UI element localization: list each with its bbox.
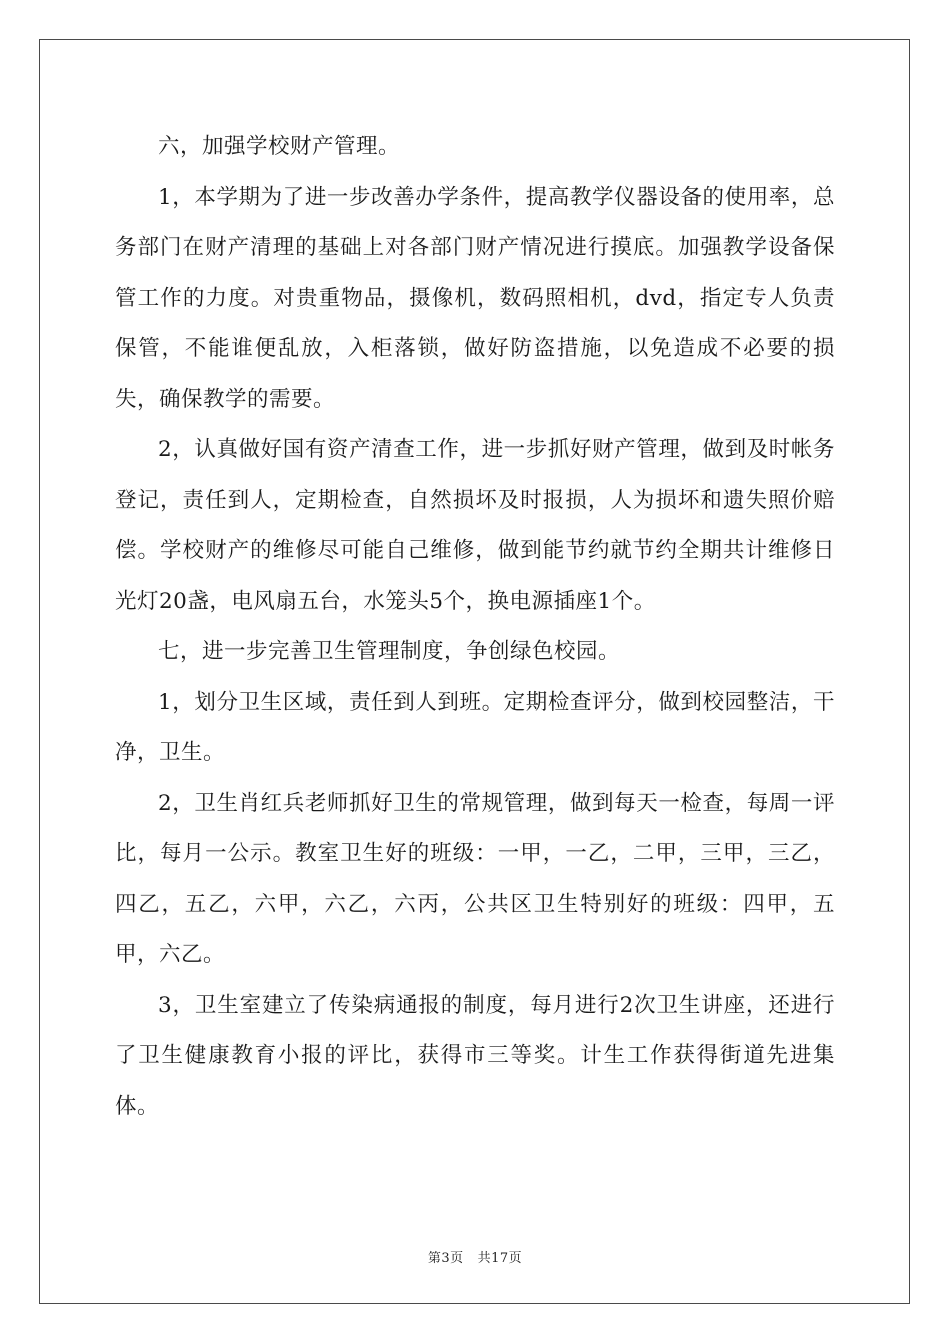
page-number: 第3页 (427, 1251, 464, 1266)
paragraph-asset-audit: 2，认真做好国有资产清查工作，进一步抓好财产管理，做到及时帐务登记，责任到人，定期检查，自然损坏及时报损，人为损坏和遗失照价赔偿。学校财产的维修尽可能自己维修，做到能节约就节约全期共计维修日光灯20盏，电风扇五台，水笼头5个，换电源插座1个。 (115, 437, 835, 614)
paragraph-health-room: 3，卫生室建立了传染病通报的制度，每月进行2次卫生讲座，还进行了卫生健康教育小报的评比，获得市三等奖。计生工作获得街道先进集体。 (115, 992, 835, 1119)
paragraph-hygiene-zones: 1，划分卫生区域，责任到人到班。定期检查评分，做到校园整洁，干净，卫生。 (115, 689, 835, 765)
section-heading-property: 六，加强学校财产管理。 (158, 134, 401, 159)
page-footer (0, 1247, 950, 1266)
paragraph-equipment: 1，本学期为了进一步改善办学条件，提高教学仪器设备的使用率，总务部门在财产清理的基础上对各部门财产情况进行摸底。加强教学设备保管工作的力度。对贵重物品，摄像机，数码照相机，dvd，指定专人负责保管，不能谁便乱放，入柜落锁，做好防盗措施，以免造成不必要的损失，确保教学的需要。 (115, 184, 835, 412)
paragraph-hygiene-management: 2，卫生肖红兵老师抓好卫生的常规管理，做到每天一检查，每周一评比，每月一公示。教室卫生好的班级：一甲，一乙，二甲，三甲，三乙，四乙，五乙，六甲，六乙，六丙，公共区卫生特别好的班级：四甲，五甲，六乙。 (115, 790, 835, 967)
document-body (115, 122, 835, 1132)
section-heading-hygiene: 七，进一步完善卫生管理制度，争创绿色校园。 (158, 639, 621, 664)
page-total: 共17页 (477, 1251, 523, 1266)
